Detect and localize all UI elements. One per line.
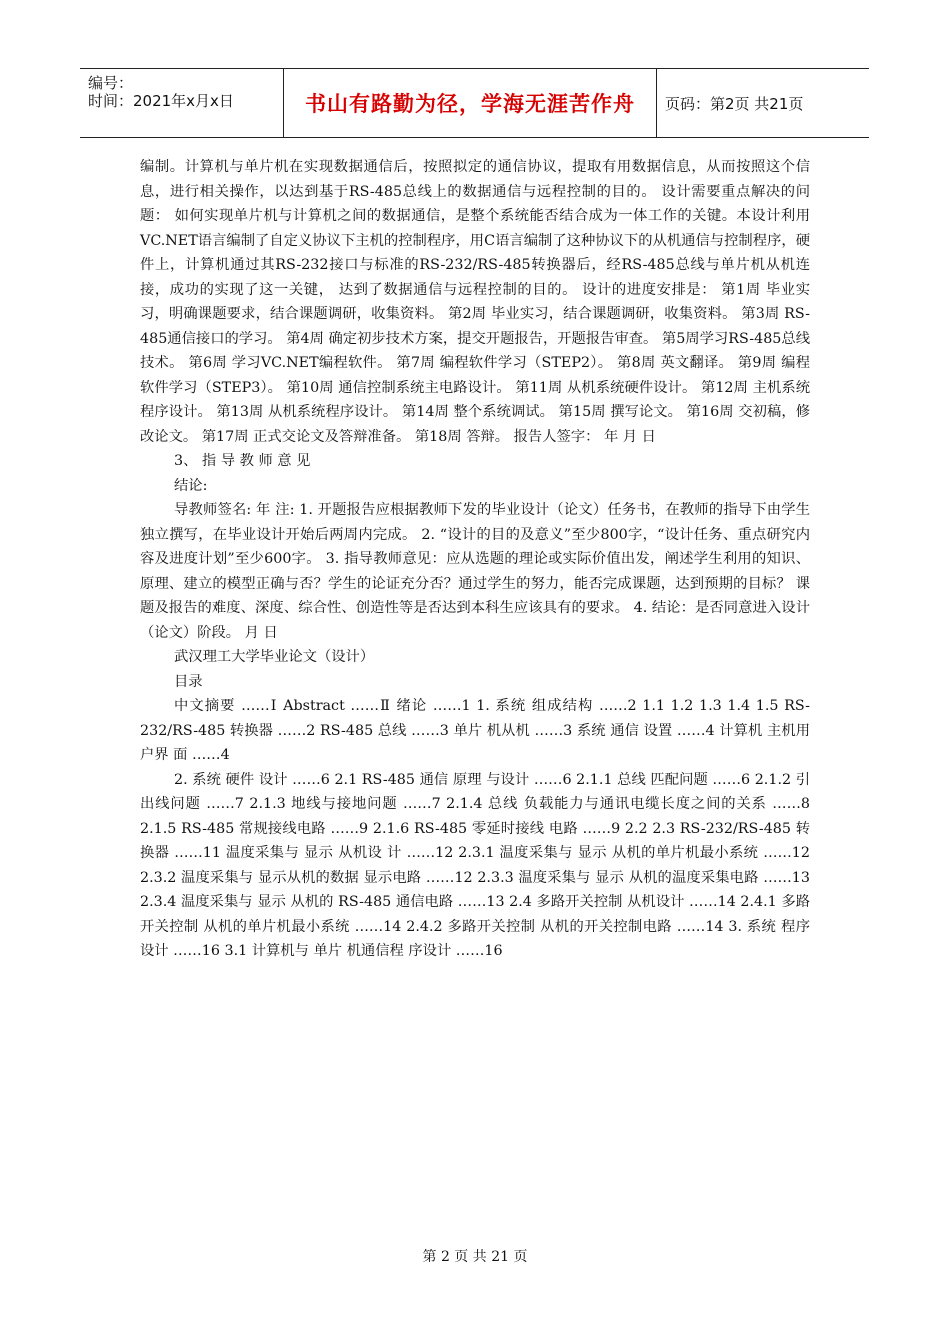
paragraph-notes: 导教师签名: 年 注: 1. 开题报告应根据教师下发的毕业设计（论文）任务书，在教师的指导下由学生独立撰写，在毕业设计开始后两周内完成。 2. “设计的目的及意义”至少800字，“设计任务、重点研究内容及进度计划”至少600字。 3. 指导教师意见：应从选题的理论或实际价值出发，阐述学生利用的知识、原理、建立的模型正确与否？学生的论证充分否？通过学生的努力，能否完成课题，达到预期的目标？ 课题及报告的难度、深度、综合性、创造性等是否达到本科生应该具有的要求。 4. 结论：是否同意进入设计（论文）阶段。 月 日 <box>140 502 810 641</box>
section-heading-advisor: 3、 指 导 教 师 意 见 <box>174 453 311 469</box>
toc-heading: 目录 <box>174 673 203 690</box>
thesis-title: 武汉理工大学毕业论文（设计） <box>174 649 375 665</box>
time-label: 时间：2021年x月x日 <box>88 92 234 110</box>
toc-part-1: 中文摘要 ……Ⅰ Abstract ……Ⅱ 绪论 ……1 1. 系统 组成结构 ……2 1.1 1.2 1.3 1.4 1.5 RS-232/RS-485 转换器 ……2 RS-485 总线 ……3 单片 机从机 ……3 系统 通信 设置 ……4 计算机 主机用 户界 面 ……4 <box>140 698 810 763</box>
paragraph-design-plan: 编制。计算机与单片机在实现数据通信后，按照拟定的通信协议，提取有用数据信息，从而按照这个信息，进行相关操作，以达到基于RS-485总线上的数据通信与远程控制的目的。 设计需要重点解决的问题： 如何实现单片机与计算机之间的数据通信，是整个系统能否结合成为一体工作的关键。本设计利用VC.NET语言编制了自定义协议下主机的控制程序，用C语言编制了这种协议下的从机通信与控制程序，硬件上，计算机通过其RS-232接口与标准的RS-232/RS-485转换器后，经RS-485总线与单片机从机连接，成功的实现了这一关键， 达到了数据通信与远程控制的目的。 设计的进度安排是： 第1周 毕业实习，明确课题要求，结合课题调研，收集资料。 第2周 毕业实习，结合课题调研，收集资料。 第3周 RS-485通信接口的学习。 第4周 确定初步技术方案，提交开题报告，开题报告审查。 第5周学习RS-485总线技术。 第6周 学习VC.NET编程软件。 第7周 编程软件学习（STEP2）。 第8周 英文翻译。 第9周 编程软件学习（STEP3）。 第10周 通信控制系统主电路设计。 第11周 从机系统硬件设计。 第12周 主机系统程序设计。 第13周 从机系统程序设计。 第14周 整个系统调试。 第15周 撰写论文。 第16周 交初稿，修改论文。 第17周 正式交论文及答辩准备。 第18周 答辩。 报告人签字： 年 月 日 <box>140 159 810 445</box>
page-label: 页码：第2页 共21页 <box>665 94 804 113</box>
document-body <box>140 155 810 964</box>
motto-text: 书山有路勤为径，学海无涯苦作舟 <box>305 92 635 116</box>
page-footer: 第 2 页 共 21 页 <box>422 1249 528 1265</box>
number-label: 编号： <box>88 74 134 92</box>
header-info-cell <box>80 69 284 137</box>
header-page-cell <box>657 69 877 137</box>
conclusion-label: 结论: <box>174 477 208 494</box>
toc-part-2: 2. 系统 硬件 设计 ……6 2.1 RS-485 通信 原理 与设计 ……6 2.1.1 总线 匹配问题 ……6 2.1.2 引出线问题 ……7 2.1.3 地线与接地问题 ……7 2.1.4 总线 负载能力与通讯电缆长度之间的关系 ……8 2.1.5 RS-485 常规接线电路 ……9 2.1.6 RS-485 零延时接线 电路 ……9 2.2 2.3 RS-232/RS-485 转换器 ……11 温度采集与 显示 从机设 计 ……12 2.3.1 温度采集与 显示 从机的单片机最小系统 ……12 2.3.2 温度采集与 显示从机的数据 显示电路 ……12 2.3.3 温度采集与 显示 从机的温度采集电路 ……13 2.3.4 温度采集与 显示 从机的 RS-485 通信电路 ……13 2.4 多路开关控制 从机设计 ……14 2.4.1 多路开关控制 从机的单片机最小系统 ……14 2.4.2 多路开关控制 从机的开关控制电路 ……14 3. 系统 程序设计 ……16 3.1 计算机与 单片 机通信程 序设计 ……16 <box>140 771 810 959</box>
header-motto-cell <box>284 69 657 137</box>
page-header <box>80 68 869 138</box>
